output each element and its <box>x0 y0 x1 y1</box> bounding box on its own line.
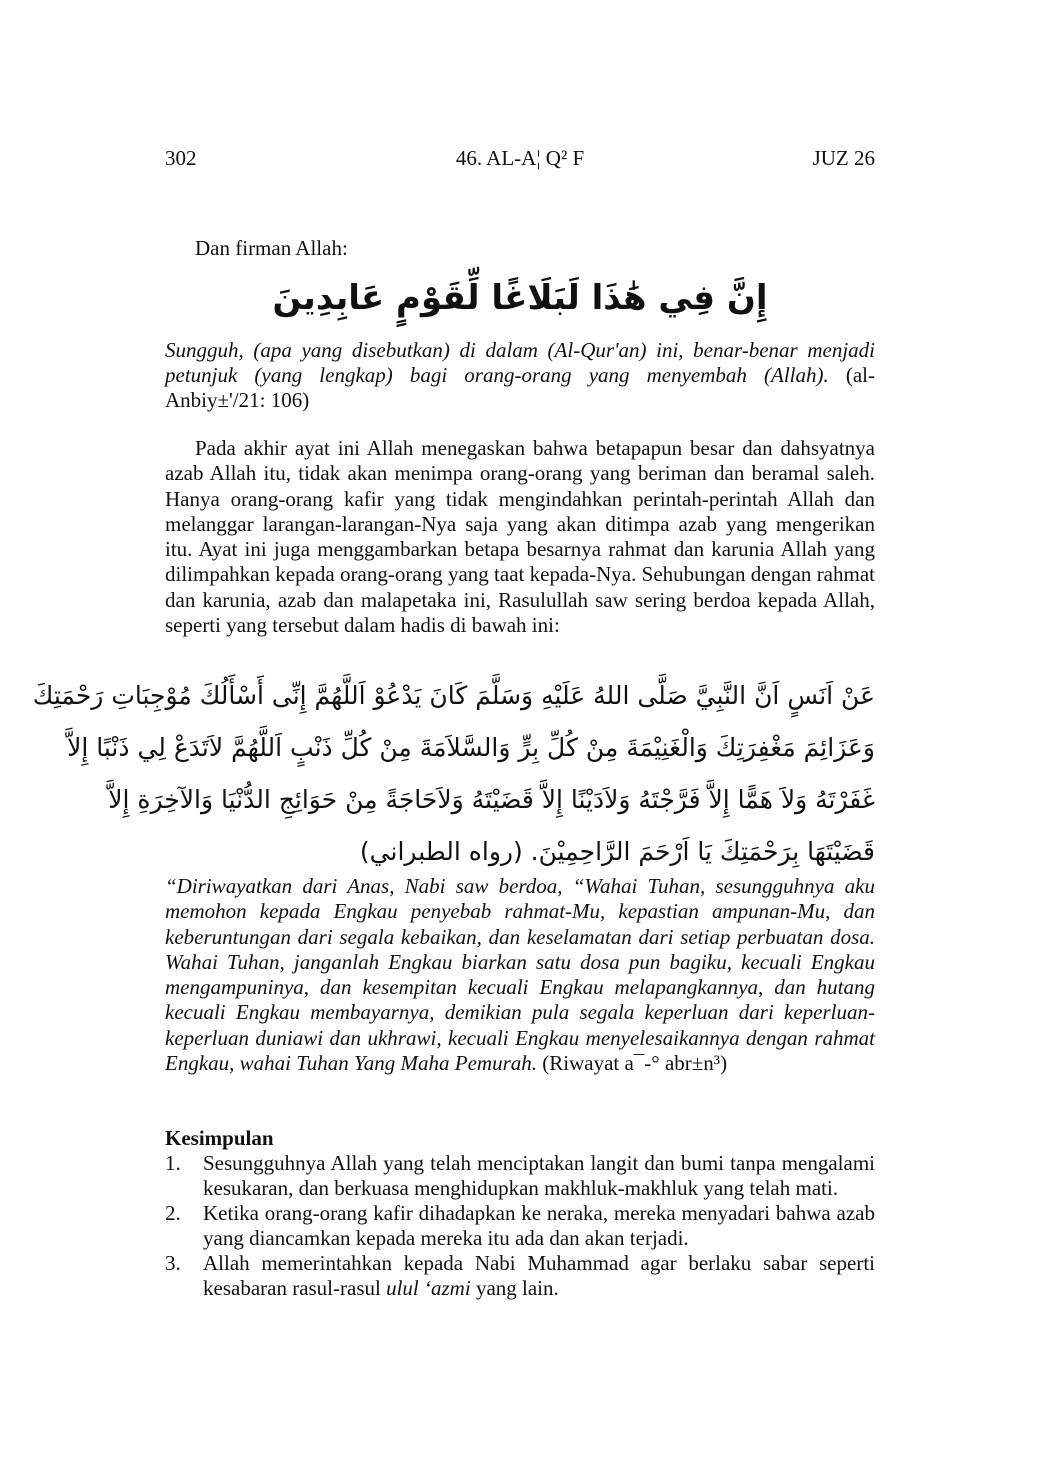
list-item-text: Allah memerintahkan kepada Nabi Muhammad agar berlaku sabar seperti kesabaran rasul-rasul <box>203 1251 875 1300</box>
list-item <box>165 1201 875 1251</box>
list-item-text-end: yang lain. <box>470 1276 559 1300</box>
ayah-translation-text: Sungguh, (apa yang disebutkan) di dalam (Al-Qur'an) ini, benar-benar menjadi petunjuk (yang lengkap) bagi orang-orang yang menyembah (Allah). <box>165 338 875 387</box>
commentary-paragraph: Pada akhir ayat ini Allah menegaskan bahwa betapapun besar dan dahsyatnya azab Allah itu, tidak akan menimpa orang-orang yang beriman dan beramal saleh. Hanya orang-orang kafir yang tidak mengindahkan perintah-perintah Allah dan melanggar larangan-larangan-Nya saja yang akan ditimpa azab yang mengerikan itu. Ayat ini juga menggambarkan betapa besarnya rahmat dan karunia Allah yang dilimpahkan kepada orang-orang yang taat kepada-Nya. Sehubungan dengan rahmat dan karunia, azab dan malapetaka ini, Rasulullah saw sering berdoa kepada Allah, seperti yang tersebut dalam hadis di bawah ini: <box>165 436 875 638</box>
ayah-reference: (al-Anbiy±'/21: 106) <box>165 363 875 412</box>
list-item-number: 3. <box>165 1251 181 1275</box>
page-number: 302 <box>165 146 197 170</box>
hadith-arabic <box>32 670 875 878</box>
hadith-reference: (Riwayat a¯-° abr±n³) <box>542 1051 728 1076</box>
list-item-text: Sesungguhnya Allah yang telah menciptakan langit dan bumi tanpa mengalami kesukaran, dan berkuasa menghidupkan makhluk-makhluk yang telah mati. <box>203 1151 875 1200</box>
hadith-arabic-line: غَفَرْتَهُ وَلاَ هَمًّا إِلاَّ فَرَّجْتَهُ وَلاَدَيْنًا إِلاَّ قَضَيْتَهُ وَلاَحَاجَةً مِنْ حَوَائِجِ الدُّنْيَا وَالآخِرَةِ إِلاَّ <box>108 785 875 814</box>
list-item <box>165 1151 875 1201</box>
surah-title: 46. AL-A¦ Q² F <box>455 146 585 170</box>
hadith-arabic-line: قَضَيْتَهَا بِرَحْمَتِكَ يَا اَرْحَمَ الرَّاحِمِيْنَ. (رواه الطبراني) <box>359 837 875 866</box>
intro-text: Dan firman Allah: <box>195 236 348 260</box>
list-item <box>165 1251 875 1301</box>
hadith-translation-text: “Diriwayatkan dari Anas, Nabi saw berdoa, “Wahai Tuhan, sesungguhnya aku memohon kepada Engkau penyebab rahmat-Mu, kepastian ampunan-Mu, dan keberuntungan dari segala kebaikan, dan keselamatan dari setiap perbuatan dosa. Wahai Tuhan, janganlah Engkau biarkan satu dosa pun bagiku, kecuali Engkau mengampuninya, dan kesempitan kecuali Engkau melapangkannya, dan hutang kecuali Engkau membayarnya, demikian pula segala keperluan dari keperluan-keperluan duniawi dan ukhrawi, kecuali Engkau menyelesaikannya dengan rahmat Engkau, wahai Tuhan Yang Maha Pemurah. <box>165 874 875 1076</box>
hadith-arabic-line: وَعَزَائِمَ مَغْفِرَتِكَ وَالْغَنِيْمَةَ مِنْ كُلِّ بِرٍّ وَالسَّلاَمَةَ مِنْ كُلِّ ذَنْبٍ اَللَّهُمَّ لاَتَدَعْ لِي ذَنْبًا إِلاَّ <box>67 733 875 762</box>
list-item-text: Ketika orang-orang kafir dihadapkan ke neraka, mereka menyadari bahwa azab yang diancamkan kepada mereka itu ada dan akan terjadi. <box>203 1201 875 1250</box>
list-item-number: 2. <box>165 1201 181 1225</box>
running-header <box>165 146 875 176</box>
conclusion-list <box>165 1151 875 1301</box>
hadith-translation <box>165 874 875 1076</box>
juz-label: JUZ 26 <box>812 146 875 170</box>
hadith-arabic-line: عَنْ اَنَسٍ اَنَّ النَّبِيَّ صَلَّى اللهُ عَلَيْهِ وَسَلَّمَ كَانَ يَدْعُوْ اَللَّهُمَّ إِنِّى أَسْأَلُكَ مُوْجِبَاتِ رَحْمَتِكَ <box>32 681 875 710</box>
list-item-number: 1. <box>165 1151 181 1175</box>
ayah-arabic: إِنَّ فِي هَٰذَا لَبَلَاغًا لِّقَوْمٍ عَابِدِينَ <box>272 278 768 318</box>
ayah-translation <box>165 338 875 413</box>
list-item-italic-term: ulul ‘azmi <box>386 1276 471 1300</box>
conclusion-heading: Kesimpulan <box>165 1126 274 1150</box>
